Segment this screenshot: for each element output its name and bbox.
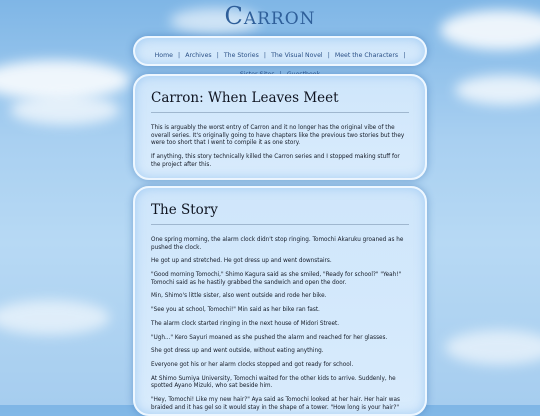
cloud (455, 75, 540, 105)
story-section (133, 186, 427, 416)
story-paragraph: "See you at school, Tomochi!" Min said as her bike ran fast. (151, 307, 320, 314)
nav-separator: | (327, 52, 330, 59)
story-paragraph: He got up and stretched. He got dress up and went downstairs. (151, 258, 332, 265)
story-paragraph: Everyone got his or her alarm clocks stopped and got ready for school. (151, 361, 354, 368)
intro-paragraph: This is arguably the worst entry of Carron and it no longer has the original vibe of the overall series. It's originally going to have chapters like the previous two stories but they were too short that I went to compile it as one story. (151, 125, 405, 147)
nav-link-archives[interactable]: Archives (185, 52, 212, 59)
intro-paragraph: If anything, this story technically killed the Carron series and I stopped making stuff for the project after this. (151, 154, 400, 168)
cloud (0, 60, 130, 100)
story-paragraph: Min, Shimo's little sister, also went outside and rode her bike. (151, 293, 327, 300)
story-paragraph: The alarm clock started ringing in the next house of Midori Street. (151, 320, 340, 327)
cloud (10, 95, 120, 125)
nav-link-visual-novel[interactable]: The Visual Novel (271, 52, 323, 59)
nav-separator: | (263, 52, 266, 59)
story-paragraph: "Good morning Tomochi," Shimo Kagura said as she smiled, "Ready for school?" "Yeah!" Tomochi said as he hastily grabbed the sandwich and open the door. (151, 272, 402, 286)
story-paragraph: "Hey, Tomochi! Like my new hair?" Aya said as Tomochi looked at her hair. Her hair was braided and it has gel so it would stay in the shape of a tower. "How long is your hair?" (151, 396, 400, 411)
nav-link-stories[interactable]: The Stories (223, 52, 259, 59)
cloud (445, 330, 540, 365)
cloud (0, 300, 110, 335)
story-heading: The Story (151, 202, 409, 225)
nav-link-home[interactable]: Home (154, 52, 173, 59)
story-paragraph: She got dress up and went outside, without eating anything. (151, 348, 324, 355)
nav-panel (133, 36, 427, 66)
story-paragraph: "Ugh..." Kero Sayuri moaned as she pushed the alarm and reached for her glasses. (151, 334, 388, 341)
story-paragraph: One spring morning, the alarm clock didn't stop ringing. Tomochi Akaruku groaned as he pushed the clock. (151, 237, 404, 251)
nav-separator: | (216, 52, 219, 59)
story-paragraph: At Shimo Sumiya University, Tomochi waited for the other kids to arrive. Suddenly, he spotted Ayano Mizuki, who sat beside him. (151, 375, 396, 390)
nav-link-characters[interactable]: Meet the Characters (334, 52, 399, 59)
intro-heading: Carron: When Leaves Meet (151, 90, 409, 113)
site-title: Carron (224, 2, 316, 30)
nav-separator: | (403, 52, 406, 59)
intro-section (133, 74, 427, 180)
nav-separator: | (178, 52, 181, 59)
